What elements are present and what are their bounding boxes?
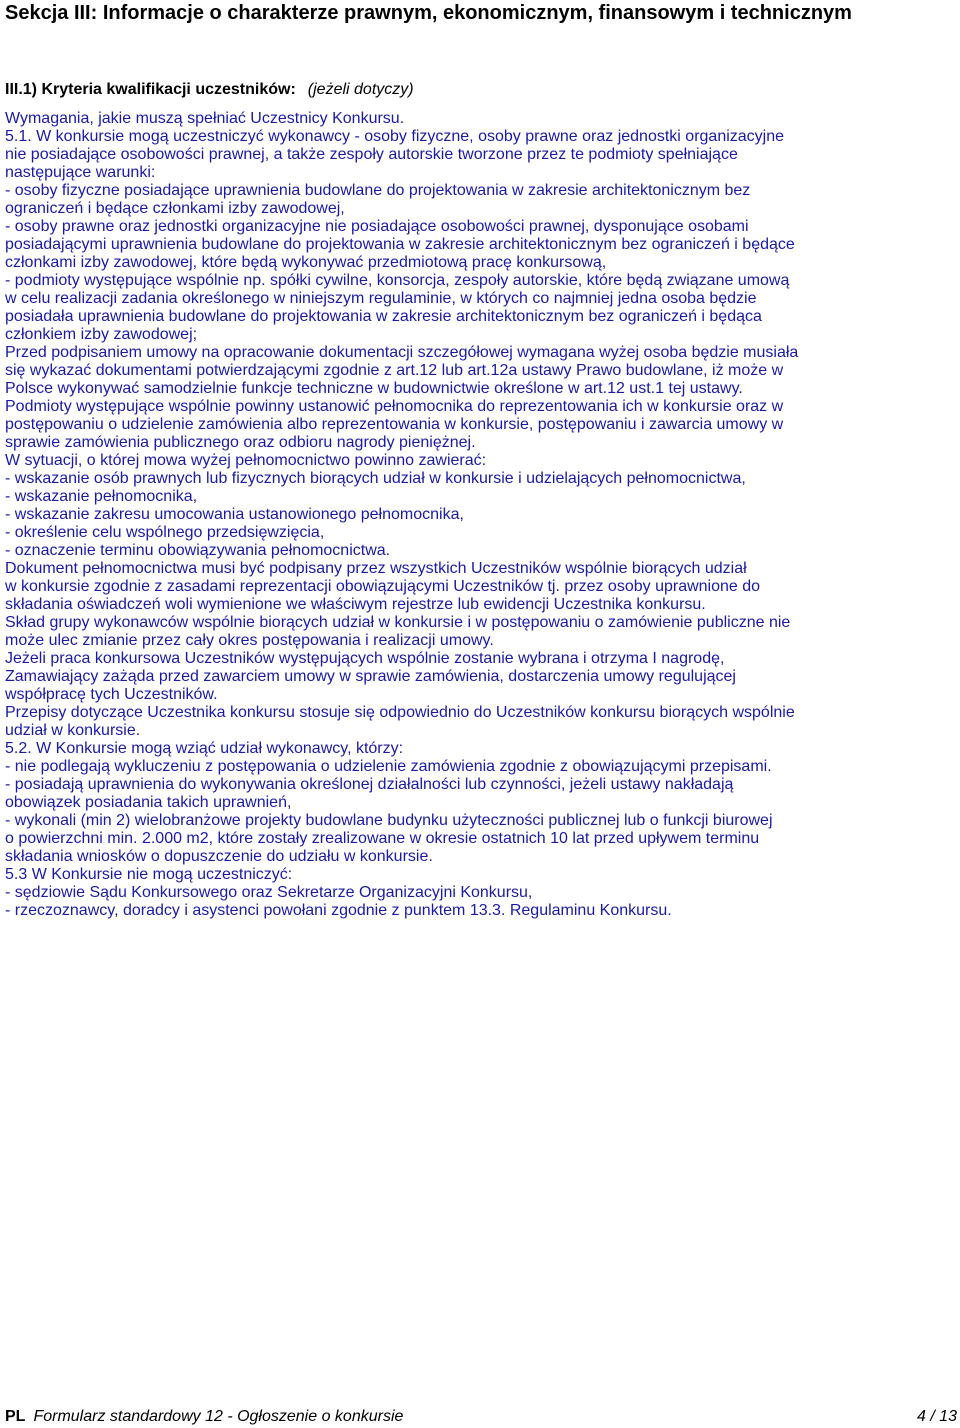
requirements-line: Skład grupy wykonawców wspólnie biorących udział w konkursie i w postępowaniu o zamówienie publiczne nie (5, 614, 791, 631)
requirements-line: - oznaczenie terminu obowiązywania pełnomocnictwa. (5, 542, 391, 559)
footer-form-name: Formularz standardowy 12 - Ogłoszenie o konkursie (33, 1408, 404, 1425)
section-title: Sekcja III: Informacje o charakterze prawnym, ekonomicznym, finansowym i technicznym (5, 2, 852, 24)
requirements-line: - wskazanie zakresu umocowania ustanowionego pełnomocnika, (5, 506, 464, 523)
requirements-line: sprawie zamówienia publicznego oraz odbioru nagrody pieniężnej. (5, 434, 476, 451)
requirements-line: w konkursie zgodnie z zasadami reprezentacji obowiązującymi Uczestników tj. przez osoby uprawnione do (5, 578, 761, 595)
requirements-line: - osoby prawne oraz jednostki organizacyjne nie posiadające osobowości prawnej, dysponujące osobami (5, 218, 749, 235)
requirements-line: może ulec zmianie przez cały okres postępowania i realizacji umowy. (5, 632, 494, 649)
requirements-line: w celu realizacji zadania określonego w niniejszym regulaminie, w których co najmniej jedna osoba będzie (5, 290, 757, 307)
requirements-line: posiadała uprawnienia budowlane do projektowania w zakresie architektonicznym bez ograniczeń i będąca (5, 308, 762, 325)
requirements-body (5, 128, 960, 920)
requirements-line: - podmioty występujące wspólnie np. spółki cywilne, konsorcja, zespoły autorskie, które będą związane umową (5, 272, 790, 289)
requirements-heading: Wymagania, jakie muszą spełniać Uczestnicy Konkursu. (5, 110, 405, 127)
subsection-label: III.1) Kryteria kwalifikacji uczestników: (5, 81, 296, 98)
footer-page-number: 4 / 13 (916, 1408, 957, 1425)
requirements-line: udział w konkursie. (5, 722, 141, 739)
requirements-line: ograniczeń i będące członkami izby zawodowej, (5, 200, 345, 217)
requirements-line: Dokument pełnomocnictwa musi być podpisany przez wszystkich Uczestników wspólnie biorących udział (5, 560, 747, 577)
requirements-line: Przepisy dotyczące Uczestnika konkursu stosuje się odpowiednio do Uczestników konkursu biorących wspólnie (5, 704, 795, 721)
requirements-line: - określenie celu wspólnego przedsięwzięcia, (5, 524, 325, 541)
page-footer (5, 1407, 957, 1427)
requirements-line: składania oświadczeń woli wymienione we właściwym rejestrze lub ewidencji Uczestnika konkursu. (5, 596, 706, 613)
requirements-line: - wskazanie osób prawnych lub fizycznych biorących udział w konkursie i udzielających pełnomocnictwa, (5, 470, 746, 487)
requirements-line: Podmioty występujące wspólnie powinny ustanowić pełnomocnika do reprezentowania ich w konkursie oraz w (5, 398, 784, 415)
subsection-header (5, 80, 414, 100)
requirements-line: - rzeczoznawcy, doradcy i asystenci powołani zgodnie z punktem 13.3. Regulaminu Konkursu. (5, 902, 672, 919)
footer-language: PL (5, 1408, 26, 1425)
requirements-line: nie posiadające osobowości prawnej, a także zespoły autorskie tworzone przez te podmioty spełniające (5, 146, 738, 163)
requirements-line: Polsce wykonywać samodzielnie funkcje techniczne w budownictwie określone w art.12 ust.1 tej ustawy. (5, 380, 743, 397)
subsection-note: (jeżeli dotyczy) (307, 81, 414, 98)
requirements-line: członkiem izby zawodowej; (5, 326, 198, 343)
requirements-line: W sytuacji, o której mowa wyżej pełnomocnictwo powinno zawierać: (5, 452, 487, 469)
requirements-line: - wskazanie pełnomocnika, (5, 488, 198, 505)
requirements-line: współpracę tych Uczestników. (5, 686, 218, 703)
requirements-line: Jeżeli praca konkursowa Uczestników występujących wspólnie zostanie wybrana i otrzyma I nagrodę, (5, 650, 725, 667)
requirements-line: następujące warunki: (5, 164, 156, 181)
requirements-line: - nie podlegają wykluczeniu z postępowania o udzielenie zamówienia zgodnie z obowiązującymi przepisami. (5, 758, 772, 775)
requirements-line: składania wniosków o dopuszczenie do udziału w konkursie. (5, 848, 433, 865)
requirements-line: o powierzchni min. 2.000 m2, które zostały zrealizowane w okresie ostatnich 10 lat przed upływem terminu (5, 830, 760, 847)
requirements-line: 5.3 W Konkursie nie mogą uczestniczyć: (5, 866, 293, 883)
requirements-line: członkami izby zawodowej, które będą wykonywać przedmiotową pracę konkursową, (5, 254, 607, 271)
requirements-line: Przed podpisaniem umowy na opracowanie dokumentacji szczegółowej wymagana wyżej osoba będzie musiała (5, 344, 799, 361)
requirements-line: 5.1. W konkursie mogą uczestniczyć wykonawcy - osoby fizyczne, osoby prawne oraz jednostki organizacyjne (5, 128, 785, 145)
requirements-line: postępowaniu o udzielenie zamówienia albo reprezentowania w konkursie, postępowaniu i zawarcia umowy w (5, 416, 784, 433)
requirements-line: - posiadają uprawnienia do wykonywania określonej działalności lub czynności, jeżeli ustawy nakładają (5, 776, 734, 793)
requirements-line: - wykonali (min 2) wielobranżowe projekty budowlane budynku użyteczności publicznej lub o funkcji biurowej (5, 812, 773, 829)
requirements-line: - osoby fizyczne posiadające uprawnienia budowlane do projektowania w zakresie architektonicznym bez (5, 182, 751, 199)
requirements-line: obowiązek posiadania takich uprawnień, (5, 794, 292, 811)
requirements-line: 5.2. W Konkursie mogą wziąć udział wykonawcy, którzy: (5, 740, 404, 757)
requirements-line: Zamawiający zażąda przed zawarciem umowy w sprawie zamówienia, dostarczenia umowy regulującej (5, 668, 736, 685)
requirements-line: posiadającymi uprawnienia budowlane do projektowania w zakresie architektonicznym bez ograniczeń i będące (5, 236, 795, 253)
requirements-line: - sędziowie Sądu Konkursowego oraz Sekretarze Organizacyjni Konkursu, (5, 884, 533, 901)
requirements-line: się wykazać dokumentami potwierdzającymi zgodnie z art.12 lub art.12a ustawy Prawo budowlane, iż może w (5, 362, 784, 379)
